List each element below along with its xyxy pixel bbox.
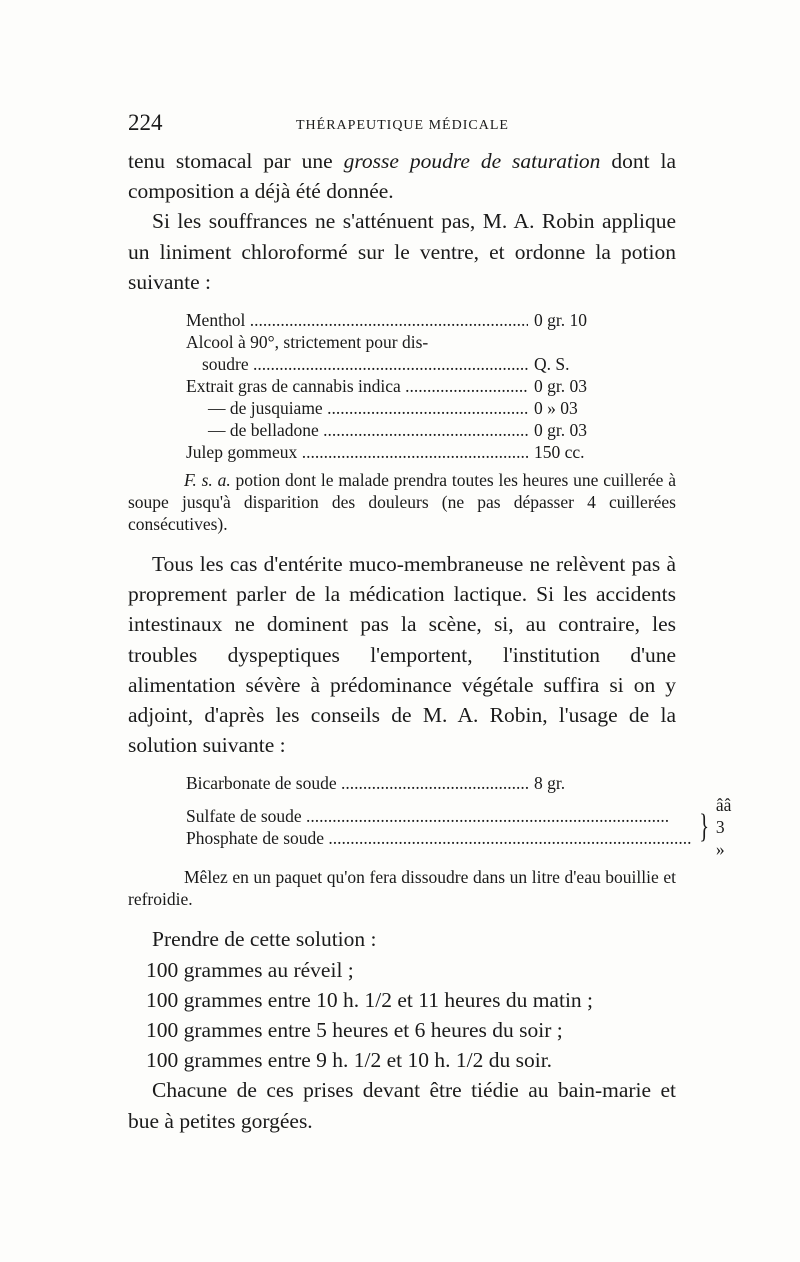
- paragraph-2: Si les souffrances ne s'atténuent pas, M. A. Robin applique un liniment chloroformé sur le ventre, et ordonne la potion suivante :: [128, 209, 676, 294]
- paragraph-4: Prendre de cette solution :: [152, 927, 377, 952]
- recipe-note-abbrev: F. s. a.: [184, 470, 231, 491]
- page-number: 224: [128, 110, 163, 135]
- list-item: 100 grammes entre 5 heures et 6 heures du soir ;: [146, 1018, 563, 1043]
- list-item: 100 grammes entre 9 h. 1/2 et 10 h. 1/2 du soir.: [146, 1048, 553, 1073]
- list-item: 100 grammes au réveil ;: [146, 957, 354, 982]
- list-item: 100 grammes entre 10 h. 1/2 et 11 heures du matin ;: [146, 987, 594, 1012]
- paragraph-5: Chacune de ces prises devant être tiédie au bain-marie et bue à petites gorgées.: [128, 1078, 676, 1133]
- dose-list: [128, 955, 676, 1076]
- paragraph-1: [128, 146, 676, 206]
- recipe-row: soudre ..... Q. S.: [186, 353, 626, 375]
- recipe-potion: [186, 309, 626, 463]
- recipe-note-text: potion dont le malade prendra toutes les heures une cuillerée à soupe jusqu'à disparition des douleurs (ne pas dépasser 4 cuillerées consécutives).: [128, 470, 676, 535]
- recipe-row: Bicarbonate de soude ..... 8 gr.: [186, 772, 626, 794]
- para1-italic: grosse poudre de saturation: [343, 149, 601, 173]
- paragraph-3: Tous les cas d'entérite muco-membraneuse ne relèvent pas à proprement parler de la médication lactique. Si les accidents intestinaux ne dominent pas la scène, si, au contraire, les troubles dyspeptiques l'emportent, l'institution d'une alimentation sévère à prédominance végétale suffira si on y adjoint, d'après les conseils de M. A. Robin, l'usage de la solution suivante :: [128, 552, 676, 758]
- group-quantity: ââ 3 »: [715, 795, 732, 860]
- recipe-group: [186, 794, 732, 860]
- recipe-solution: [186, 772, 732, 860]
- recipe-row: Julep gommeux ..... 150 cc.: [186, 441, 626, 463]
- document-page: [128, 110, 732, 1136]
- running-title: THÉRAPEUTIQUE MÉDICALE: [296, 118, 509, 133]
- recipe-row: — de belladone ..... 0 gr. 03: [186, 419, 626, 441]
- solution-note: Mêlez en un paquet qu'on fera dissoudre dans un litre d'eau bouillie et refroidie.: [128, 867, 676, 910]
- recipe-row: Extrait gras de cannabis indica ..... 0 gr. 03: [186, 375, 626, 397]
- para1-text-end: dont la composition a déjà été donnée.: [128, 149, 676, 204]
- recipe-note: [128, 469, 676, 535]
- recipe-row: Phosphate de soude .....: [186, 827, 692, 849]
- recipe-row: Alcool à 90°, strictement pour dis-: [186, 332, 429, 353]
- brace-icon: }: [698, 808, 709, 846]
- recipe-row: — de jusquiame ..... 0 » 03: [186, 397, 626, 419]
- recipe-row: Menthol ..... 0 gr. 10: [186, 309, 626, 331]
- recipe-row: Sulfate de soude .....: [186, 805, 692, 827]
- page-header: [128, 110, 676, 146]
- para1-text: tenu stomacal par une: [128, 149, 344, 173]
